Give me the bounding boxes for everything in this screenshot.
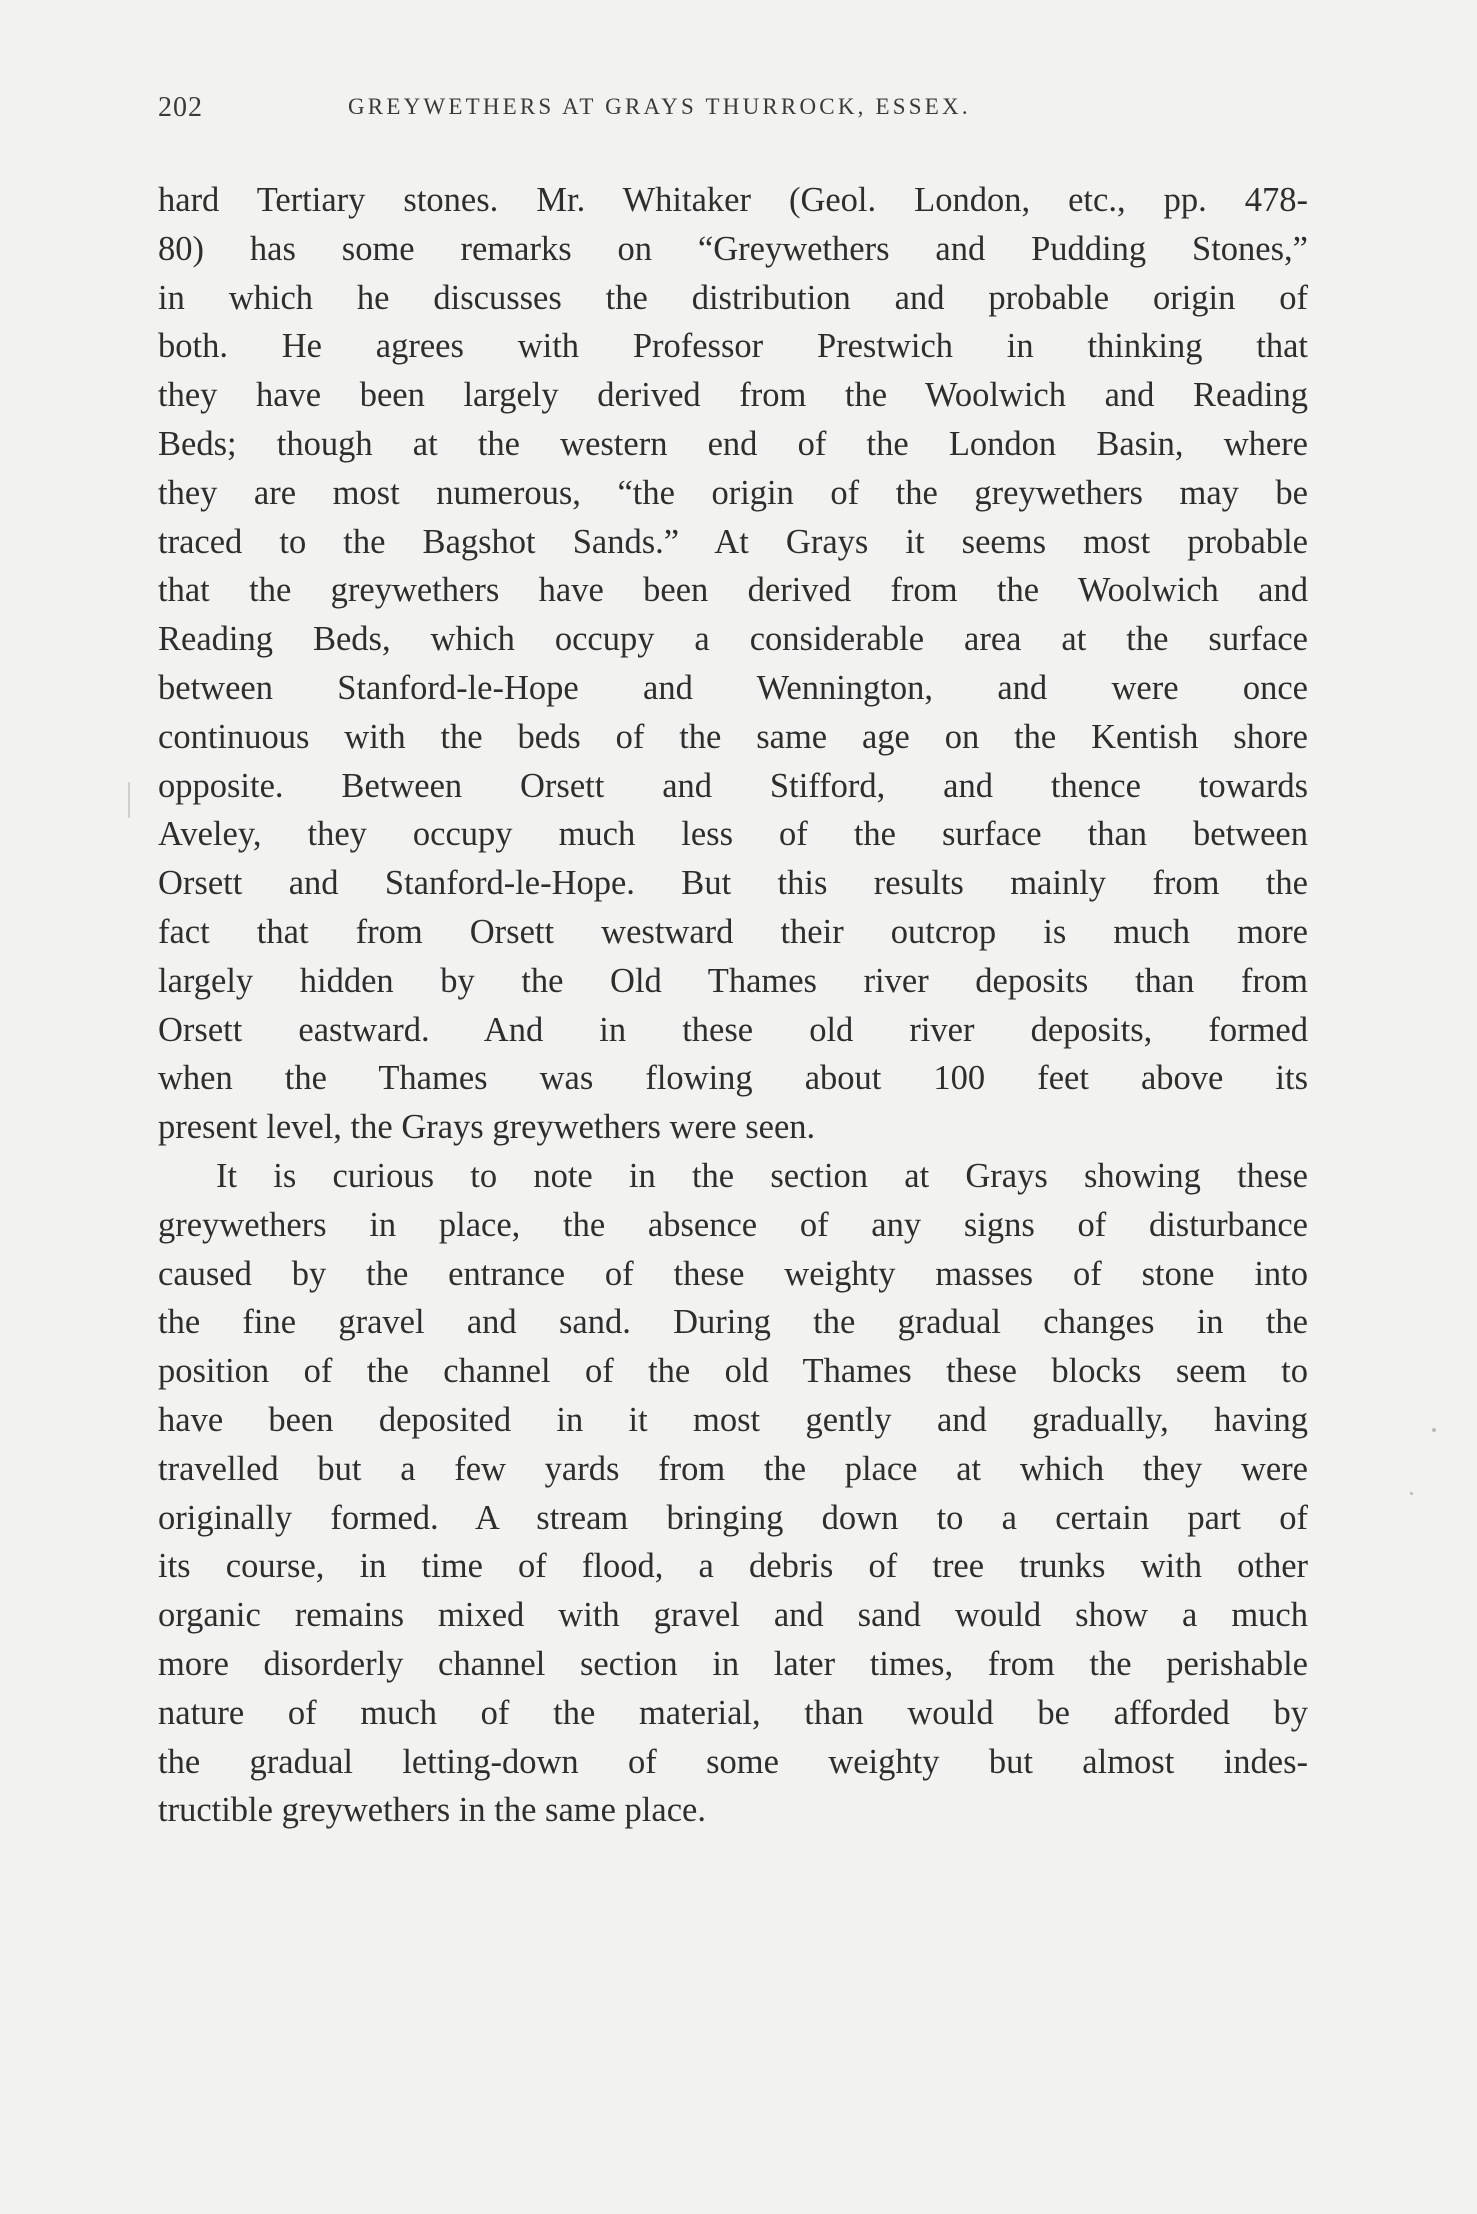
text-line: travelled but a few yards from the place at which they were xyxy=(158,1449,1308,1488)
body-text xyxy=(158,176,1308,1835)
text-line: fact that from Orsett westward their outcrop is much more xyxy=(158,912,1308,951)
text-line: in which he discusses the distribution and probable origin of xyxy=(158,278,1308,317)
text-line: that the greywethers have been derived from the Woolwich and xyxy=(158,571,1308,610)
text-line: nature of much of the material, than would be afforded by xyxy=(158,1693,1308,1732)
text-line: originally formed. A stream bringing down to a certain part of xyxy=(158,1498,1308,1537)
paper-speck xyxy=(1432,1428,1436,1432)
paragraph-2 xyxy=(158,1152,1308,1835)
text-line: Orsett and Stanford-le-Hope. But this results mainly from the xyxy=(158,864,1308,903)
paper-mark xyxy=(128,782,130,818)
text-line: the gradual letting-down of some weighty but almost indes- xyxy=(158,1742,1308,1781)
text-line: they have been largely derived from the Woolwich and Reading xyxy=(158,376,1308,415)
text-line: Aveley, they occupy much less of the surface than between xyxy=(158,815,1308,854)
text-line: opposite. Between Orsett and Stifford, and thence towards xyxy=(158,766,1308,805)
text-line: 80) has some remarks on “Greywethers and Pudding Stones,” xyxy=(158,229,1308,268)
page-number: 202 xyxy=(158,92,203,123)
text-line: position of the channel of the old Thames these blocks seem to xyxy=(158,1352,1308,1391)
text-line: between Stanford-le-Hope and Wennington, and were once xyxy=(158,668,1308,707)
text-line: greywethers in place, the absence of any signs of disturbance xyxy=(158,1205,1308,1244)
text-line: tructible greywethers in the same place. xyxy=(158,1791,706,1830)
text-line: Beds; though at the western end of the London Basin, where xyxy=(158,424,1308,463)
text-line: hard Tertiary stones. Mr. Whitaker (Geol. London, etc., pp. 478- xyxy=(158,181,1308,219)
text-line: have been deposited in it most gently and gradually, having xyxy=(158,1400,1308,1439)
text-line: largely hidden by the Old Thames river deposits than from xyxy=(158,961,1308,1000)
running-head xyxy=(158,92,1308,132)
text-line: the fine gravel and sand. During the gradual changes in the xyxy=(158,1303,1308,1342)
text-line: more disorderly channel section in later times, from the perishable xyxy=(158,1644,1308,1683)
paragraph-1 xyxy=(158,176,1308,1152)
text-line: they are most numerous, “the origin of the greywethers may be xyxy=(158,473,1308,512)
text-line: traced to the Bagshot Sands.” At Grays it seems most probable xyxy=(158,522,1308,561)
text-line: continuous with the beds of the same age on the Kentish shore xyxy=(158,717,1308,756)
text-line: caused by the entrance of these weighty masses of stone into xyxy=(158,1254,1308,1293)
text-line: Orsett eastward. And in these old river deposits, formed xyxy=(158,1010,1308,1049)
text-line: when the Thames was flowing about 100 feet above its xyxy=(158,1059,1308,1098)
text-line: Reading Beds, which occupy a considerable area at the surface xyxy=(158,620,1308,659)
text-line: present level, the Grays greywethers were seen. xyxy=(158,1108,816,1147)
text-line: both. He agrees with Professor Prestwich in thinking that xyxy=(158,327,1308,366)
paper-speck xyxy=(1410,1492,1413,1495)
text-line: It is curious to note in the section at Grays showing these xyxy=(216,1156,1308,1195)
running-title: GREYWETHERS AT GRAYS THURROCK, ESSEX. xyxy=(348,94,971,119)
text-line: organic remains mixed with gravel and sand would show a much xyxy=(158,1596,1308,1635)
text-line: its course, in time of flood, a debris of tree trunks with other xyxy=(158,1547,1308,1586)
